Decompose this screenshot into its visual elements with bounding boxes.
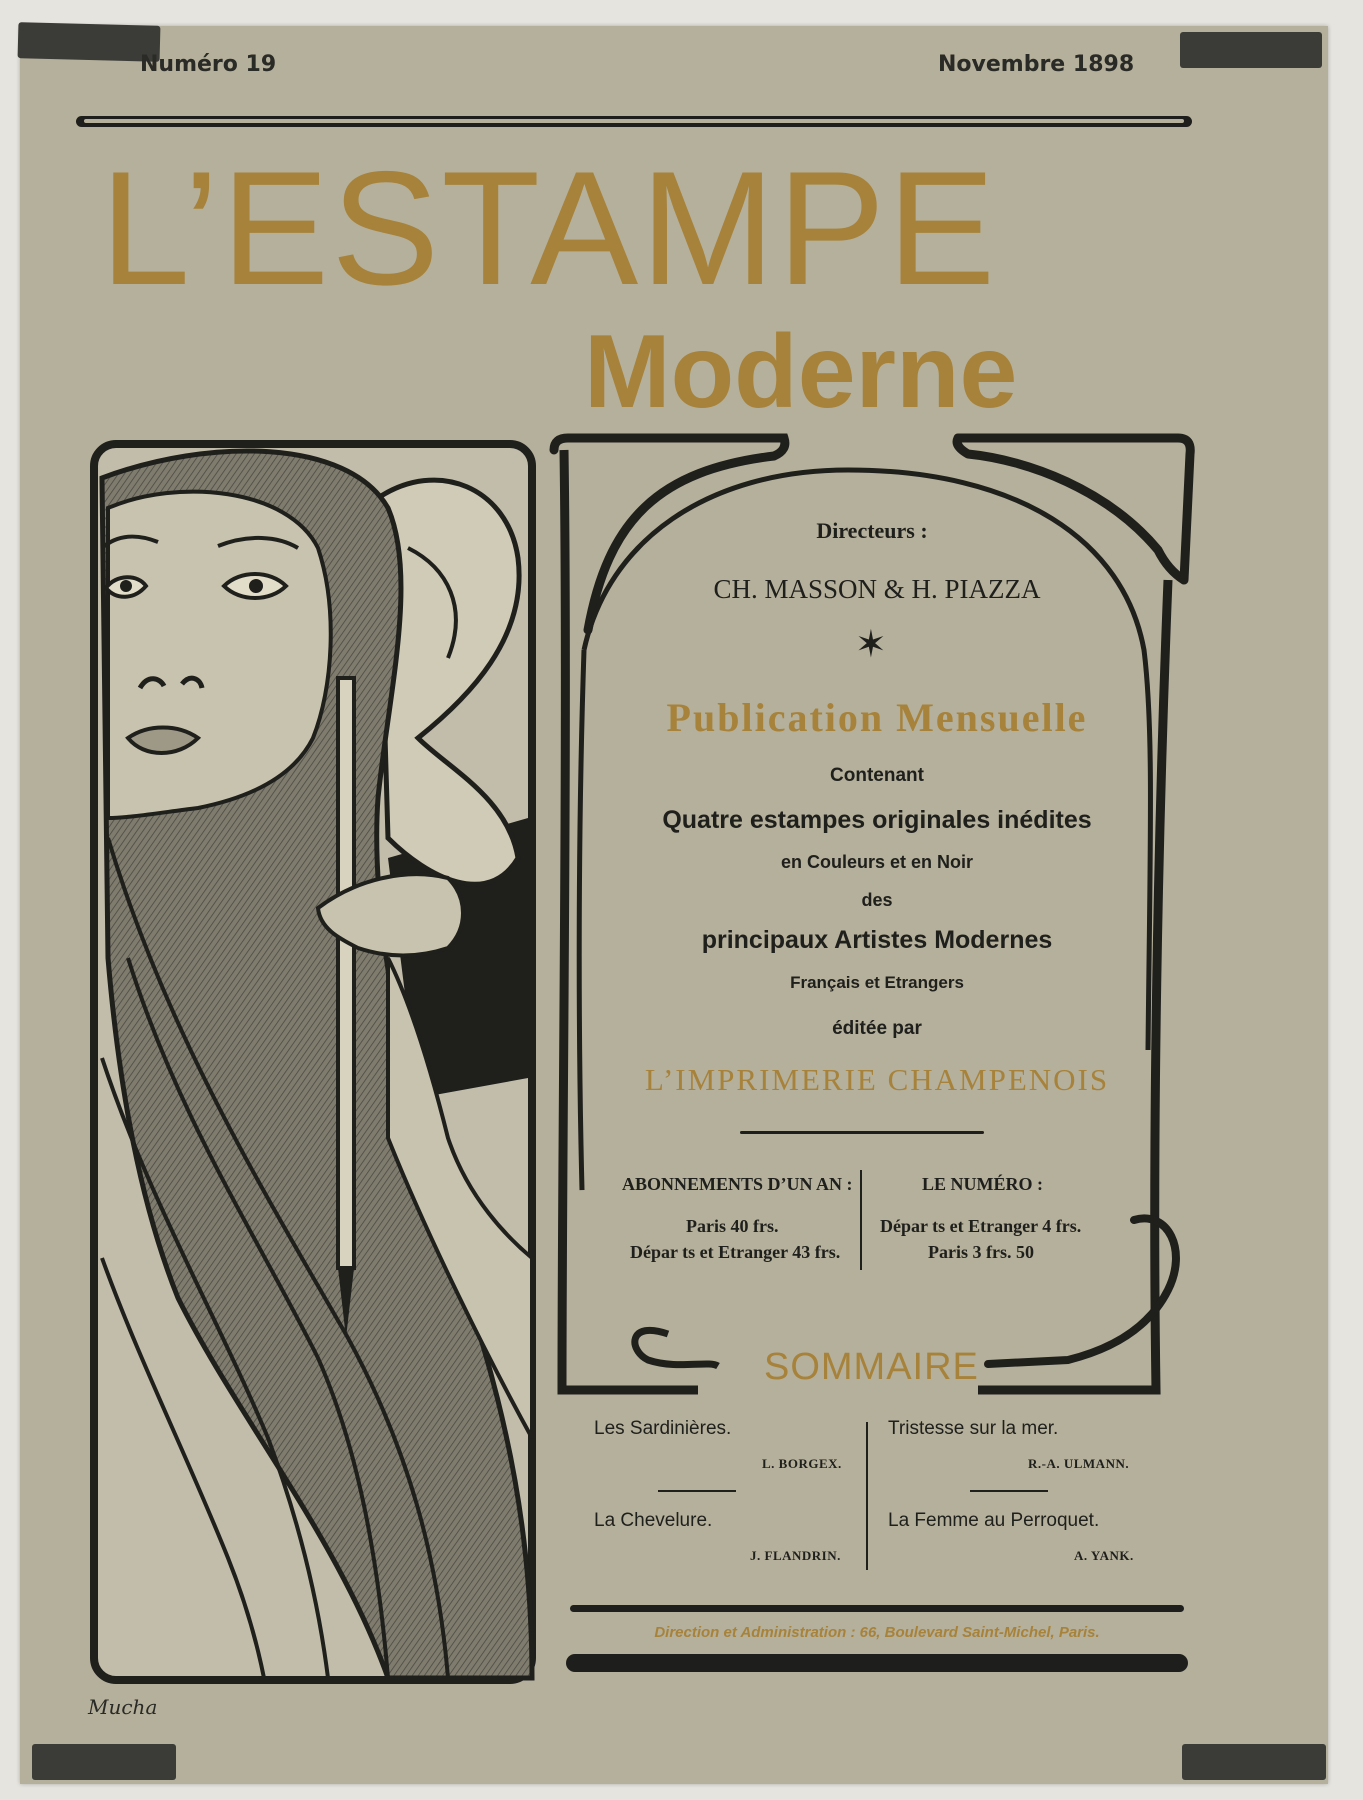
pricing-divider [860,1170,862,1270]
woman-illustration [88,438,540,1688]
header-rule-inner [84,119,1184,123]
sommaire-heading: SOMMAIRE [764,1346,979,1388]
abonnements-heading: ABONNEMENTS D’UN AN : [622,1174,853,1194]
sommaire-title: La Femme au Perroquet. [888,1510,1100,1531]
sommaire-divider [866,1422,868,1570]
footer-address: Direction et Administration : 66, Boulevard Saint-Michel, Paris. [654,1624,1100,1641]
sommaire-separator [658,1490,736,1492]
mount-clip-bottom-left [32,1744,176,1780]
sommaire-title: La Chevelure. [594,1510,713,1531]
francais-line: Français et Etrangers [790,973,964,992]
illustration-panel [88,438,540,1688]
sommaire-artist: R.-A. ULMANN. [1028,1456,1130,1471]
masthead-subtitle: Moderne [584,314,1018,430]
sommaire-title: Les Sardinières. [594,1418,732,1439]
issue-number: Numéro 19 [140,52,277,77]
directors-label: Directeurs : [816,518,928,543]
publication-frequency: Publication Mensuelle [666,695,1088,740]
contenant-label: Contenant [830,765,924,786]
des-line: des [861,890,893,910]
numero-heading: LE NUMÉRO : [922,1174,1043,1194]
sommaire-artist: A. YANK. [1074,1548,1134,1563]
panel-divider [740,1131,984,1134]
imprimerie-name: L’IMPRIMERIE CHAMPENOIS [644,1062,1110,1097]
quatre-estampes: Quatre estampes originales inédites [662,806,1092,834]
issue-date: Novembre 1898 [938,52,1135,77]
masthead-title: L’ESTAMPE [100,138,998,319]
mount-clip-top-right [1180,32,1322,68]
couleurs-line: en Couleurs et en Noir [780,852,974,872]
sommaire-separator [970,1490,1048,1492]
pricing-block [600,1170,1120,1280]
sommaire-artist: J. FLANDRIN. [750,1548,841,1563]
numero-price-2: Paris 3 frs. 50 [928,1242,1034,1262]
artist-signature: Mucha [88,1695,158,1719]
sommaire-artist: L. BORGEX. [762,1456,842,1471]
directors-names: CH. MASSON & H. PIAZZA [713,574,1041,604]
sommaire-list [592,1412,1152,1572]
panel-content [572,518,1182,1098]
mount-clip-top-left [18,22,161,62]
footer-rule-bottom [566,1654,1188,1672]
mount-clip-bottom-right [1182,1744,1326,1780]
abonnements-price-1: Paris 40 frs. [686,1216,779,1236]
editee-line: éditée par [832,1018,922,1039]
numero-price-1: Dépar ts et Etranger 4 frs. [880,1216,1082,1236]
abonnements-price-2: Dépar ts et Etranger 43 frs. [630,1242,841,1262]
sommaire-title: Tristesse sur la mer. [888,1418,1059,1439]
star-icon: ✶ [855,622,887,666]
artistes-line: principaux Artistes Modernes [701,926,1053,954]
footer-rule-top [570,1605,1184,1612]
